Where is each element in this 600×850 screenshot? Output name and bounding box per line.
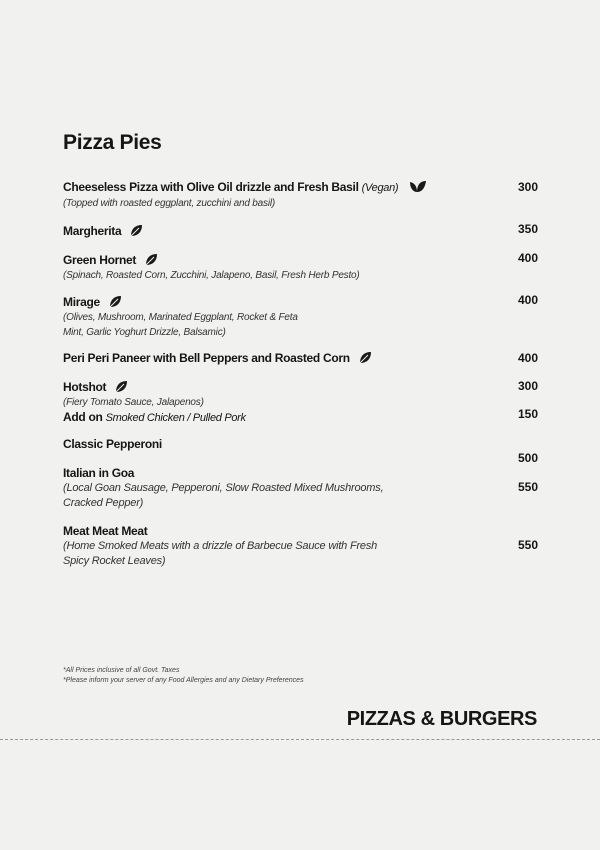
vegan-leaf-icon [409, 180, 427, 193]
item-description-line-2: Mint, Garlic Yoghurt Drizzle, Balsamic) [63, 327, 226, 338]
item-name: Peri Peri Paneer with Bell Peppers and Roasted Corn [63, 351, 350, 365]
addon-text: Smoked Chicken / Pulled Pork [105, 412, 246, 424]
item-price: 300 [517, 180, 538, 194]
menu-item [63, 224, 538, 239]
item-name: Meat Meat Meat [63, 524, 148, 538]
addon-label: Add on [63, 410, 103, 424]
veg-leaf-icon [109, 295, 122, 308]
item-price: 550 [517, 538, 538, 552]
veg-leaf-icon [359, 351, 372, 364]
item-price: 400 [517, 351, 538, 365]
footnote-prices: *All Prices inclusive of all Govt. Taxes [63, 667, 180, 674]
menu-item [63, 351, 538, 366]
item-description-line-1: (Olives, Mushroom, Marinated Eggplant, Rocket & Feta [63, 312, 298, 323]
item-price: 550 [517, 480, 538, 494]
menu-item [63, 524, 538, 569]
item-description-line-2: Cracked Pepper) [63, 497, 144, 509]
item-name: Green Hornet [63, 253, 137, 267]
item-description-line-1: (Local Goan Sausage, Pepperoni, Slow Roasted Mixed Mushrooms, [63, 482, 384, 494]
menu-item [63, 253, 538, 283]
item-price: 300 [517, 379, 538, 393]
addon-price: 150 [517, 407, 538, 421]
item-price: 400 [517, 251, 538, 265]
item-name: Italian in Goa [63, 466, 135, 480]
veg-leaf-icon [145, 253, 158, 266]
footnote-allergies: *Please inform your server of any Food Allergies and any Dietary Preferences [63, 677, 304, 684]
item-description-line-2: Spicy Rocket Leaves) [63, 555, 166, 567]
menu-item [63, 380, 538, 426]
item-name: Hotshot [63, 380, 107, 394]
item-description: (Topped with roasted eggplant, zucchini and basil) [63, 198, 275, 209]
item-description: (Fiery Tomato Sauce, Jalapenos) [63, 397, 204, 408]
footnotes [63, 666, 304, 686]
item-addon [63, 410, 538, 426]
item-description: (Spinach, Roasted Corn, Zucchini, Jalapeno, Basil, Fresh Herb Pesto) [63, 270, 360, 281]
page-title: Pizza Pies [63, 131, 162, 154]
veg-leaf-icon [130, 224, 143, 237]
item-price: 350 [517, 222, 538, 236]
item-name: Cheeseless Pizza with Olive Oil drizzle and Fresh Basil [63, 180, 359, 194]
menu-item [63, 437, 538, 465]
item-tag: (Vegan) [361, 182, 399, 194]
veg-leaf-icon [115, 380, 128, 393]
section-title: PIZZAS & BURGERS [346, 708, 537, 730]
item-description-line-1: (Home Smoked Meats with a drizzle of Barbecue Sauce with Fresh [63, 540, 378, 552]
menu-item [63, 295, 538, 340]
item-name: Margherita [63, 224, 122, 238]
menu-item [63, 180, 538, 211]
item-price: 400 [517, 293, 538, 307]
item-name: Classic Pepperoni [63, 437, 162, 451]
dashed-divider [0, 739, 600, 740]
menu-item [63, 466, 538, 511]
item-price: 500 [517, 451, 538, 465]
item-name: Mirage [63, 295, 100, 309]
